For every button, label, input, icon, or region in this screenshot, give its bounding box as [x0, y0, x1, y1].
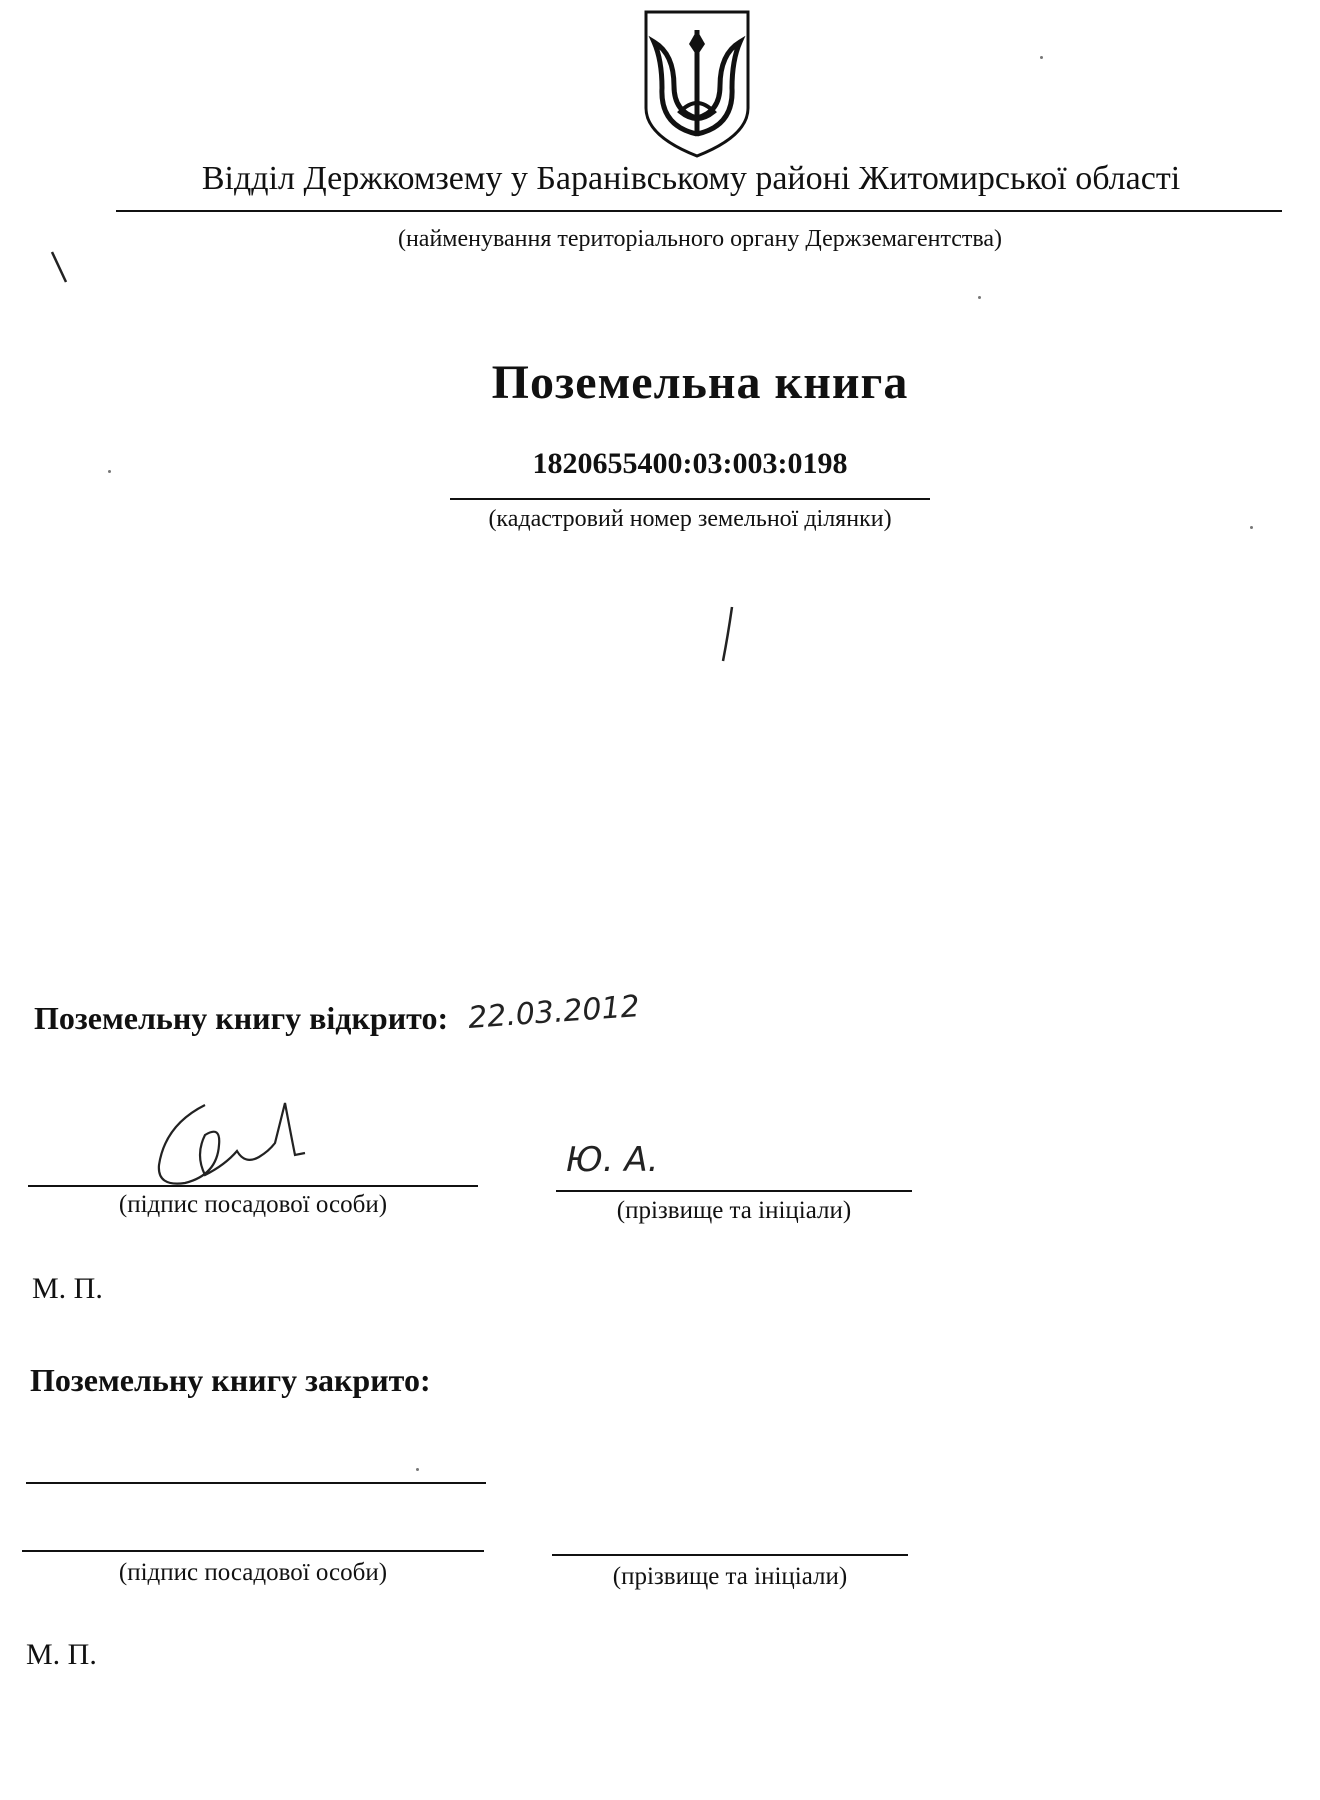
opened-signature-line	[28, 1185, 478, 1187]
scan-speck	[108, 470, 111, 473]
scan-speck	[1040, 56, 1043, 59]
org-underline	[116, 210, 1282, 212]
scan-speck	[1250, 526, 1253, 529]
opened-name-handwritten: Ю. А.	[566, 1140, 659, 1180]
opened-signature-caption: (підпис посадової особи)	[118, 1191, 388, 1218]
opened-date-handwritten: 22.03.2012	[466, 989, 641, 1036]
opened-name-caption: (прізвище та ініціали)	[616, 1197, 852, 1224]
closed-stamp-place: М. П.	[26, 1638, 97, 1671]
closed-signature-line	[22, 1550, 484, 1552]
scan-speck	[978, 296, 981, 299]
cadastral-number: 1820655400:03:003:0198	[532, 447, 848, 480]
cadastral-caption: (кадастровий номер земельної ділянки)	[488, 506, 892, 532]
opened-stamp-place: М. П.	[32, 1272, 103, 1305]
pen-stroke-mark	[50, 250, 70, 286]
closed-name-line	[552, 1554, 908, 1556]
closed-signature-caption: (підпис посадової особи)	[118, 1559, 388, 1586]
opened-name-line	[556, 1190, 912, 1192]
book-closed-label: Поземельну книгу закрито:	[30, 1362, 431, 1398]
scan-speck	[416, 1468, 419, 1471]
pen-stroke-mark	[718, 605, 738, 665]
book-opened-label: Поземельну книгу відкрито:	[34, 1000, 449, 1036]
official-signature	[145, 1095, 325, 1195]
closed-name-caption: (прізвище та ініціали)	[612, 1563, 848, 1590]
cadastral-underline	[450, 498, 930, 500]
trident-emblem-icon	[640, 8, 754, 160]
closed-extra-line	[26, 1482, 486, 1484]
organization-name: Відділ Держкомзему у Баранівському районі Житомирської області	[201, 160, 1181, 197]
org-caption: (найменування територіального органу Держземагентства)	[397, 226, 1003, 252]
book-title: Поземельна книга	[491, 356, 909, 409]
